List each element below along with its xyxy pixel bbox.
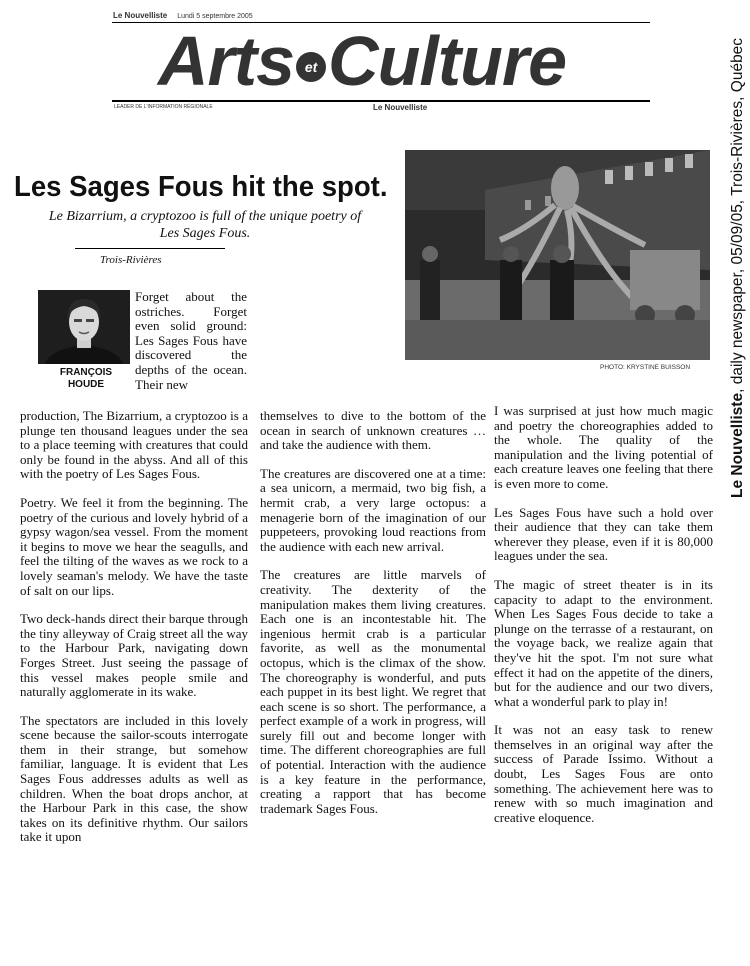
masthead-bottom-rule: [112, 100, 650, 102]
paragraph: I was surprised at just how much magic and poetry the choreographies added to the whole. The quality of the manipulation and the living potential of each creature leaves one feeling that there is even more to come.: [494, 403, 713, 491]
masthead-date: Lundi 5 septembre 2005: [177, 13, 253, 20]
headline: Les Sages Fous hit the spot.: [14, 171, 388, 203]
dateline: Trois-Rivières: [100, 254, 162, 266]
author-photo: [38, 290, 130, 364]
street-theater-photo: [405, 150, 710, 360]
paragraph: It was not an easy task to renew themselves in an original way after the success of Parade Issimo. Without a doubt, Les Sages Fous are onto something. The achievement here was to renew with so much imagination and creative eloquence.: [494, 722, 713, 825]
intro-paragraph: Forget about the ostriches. Forget even solid ground: Les Sages Fous have discovered the depths of the ocean. Their new: [135, 289, 247, 392]
paragraph: The creatures are discovered one at a time: a sea unicorn, a mermaid, two big fish, a hermit crab, a very large octopus: a menagerie born of the imagination of our puppeteers, provoking loud reactions from the audience with each new arrival.: [260, 465, 486, 554]
paragraph: Poetry. We feel it from the beginning. The poetry of the curious and lovely hybrid of a gypsy wagon/sea vessel. From the moment it begins to move we hear the seagulls, and feel the tilting of the waves as we rock to a lovely seaman's melody. We have the taste of salt on our lips.: [20, 494, 248, 598]
column-3: [494, 404, 713, 839]
side-caption-text: , daily newspaper, 05/09/05, Trois-Rivières, Québec: [729, 37, 746, 393]
paragraph: production, The Bizarrium, a cryptozoo is a plunge ten thousand leagues under the sea to a place teeming with creatures that could only be found in the abyss. And all of this with the poetry of Les Sages Fous.: [20, 408, 248, 482]
paragraph: The magic of street theater is in its capacity to adapt to the environment. When Les Sages Fous decide to take a plunge on the terrasse of a restaurant, on the voyage back, we realize again that they've hit the spot. I'm not sure what effect it had on the appetite of the diners, but for the audience and our two divers, what a wonderful park to play in!: [494, 576, 713, 709]
masthead-brand-bottom: Le Nouvelliste: [373, 103, 428, 112]
paragraph: The spectators are included in this lovely scene because the sailor-scouts interrogate them in their strange, but somehow familiar, language. It is evident that Les Sages Fous addresses adults as well as children. When the boat drops anchor, at the Harbour Park in this case, the show takes on its definitive rhythm. Our sailors take it upon: [20, 712, 248, 845]
paragraph: The creatures are little marvels of creativity. The dexterity of the manipulation makes them living creatures. Each one is an incontestable hit. The ingenious hermit crab is a particular favorite, as well as the monumental octopus, which is the climax of the show. The choreography is wonderful, and puts each puppet in its best light. We regret that each scene is so short. The performance, a perfect example of a work in progress, will surely fill out and become longer with time. The different choreographies are full of potential. Interaction with the audience is a key feature in the performance, creating a rapport that has become trademark Sages Fous.: [260, 567, 486, 816]
masthead-title: [158, 22, 648, 100]
column-1: [20, 409, 248, 859]
paragraph: themselves to dive to the bottom of the ocean in search of unknown creatures …and take the audience with them.: [260, 408, 486, 453]
paragraph: Les Sages Fous have such a hold over their audience that they can take them wherever they please, even if it is 80,000 leagues under the sea.: [494, 504, 713, 564]
side-caption: [728, 10, 748, 950]
author-last-name: HOUDE: [67, 379, 105, 390]
photo-credit: PHOTO: KRYSTINE BUISSON: [600, 364, 691, 371]
side-caption-brand: Le Nouvelliste: [729, 392, 746, 498]
author-name: [40, 367, 132, 391]
masthead-title-et: et: [296, 52, 326, 82]
masthead-brand-top: Le Nouvelliste: [113, 11, 168, 20]
dateline-rule: [75, 248, 225, 249]
column-2: [260, 409, 486, 830]
masthead-top-line: [113, 11, 253, 20]
author-first-name: FRANÇOIS: [59, 367, 113, 378]
masthead-tagline: LEADER DE L'INFORMATION RÉGIONALE: [114, 104, 213, 110]
masthead-title-arts: Arts: [158, 22, 295, 100]
paragraph: Two deck-hands direct their barque through the tiny alleyway of Craig street all the way to the Harbour Park, navigating down Forges Street. Just seeing the passage of this vessel makes people smile and naturally agglomerate in its wake.: [20, 611, 248, 700]
masthead-title-culture: Culture: [328, 22, 567, 100]
subhead: Le Bizarrium, a cryptozoo is full of the unique poetry of Les Sages Fous.: [48, 209, 362, 241]
